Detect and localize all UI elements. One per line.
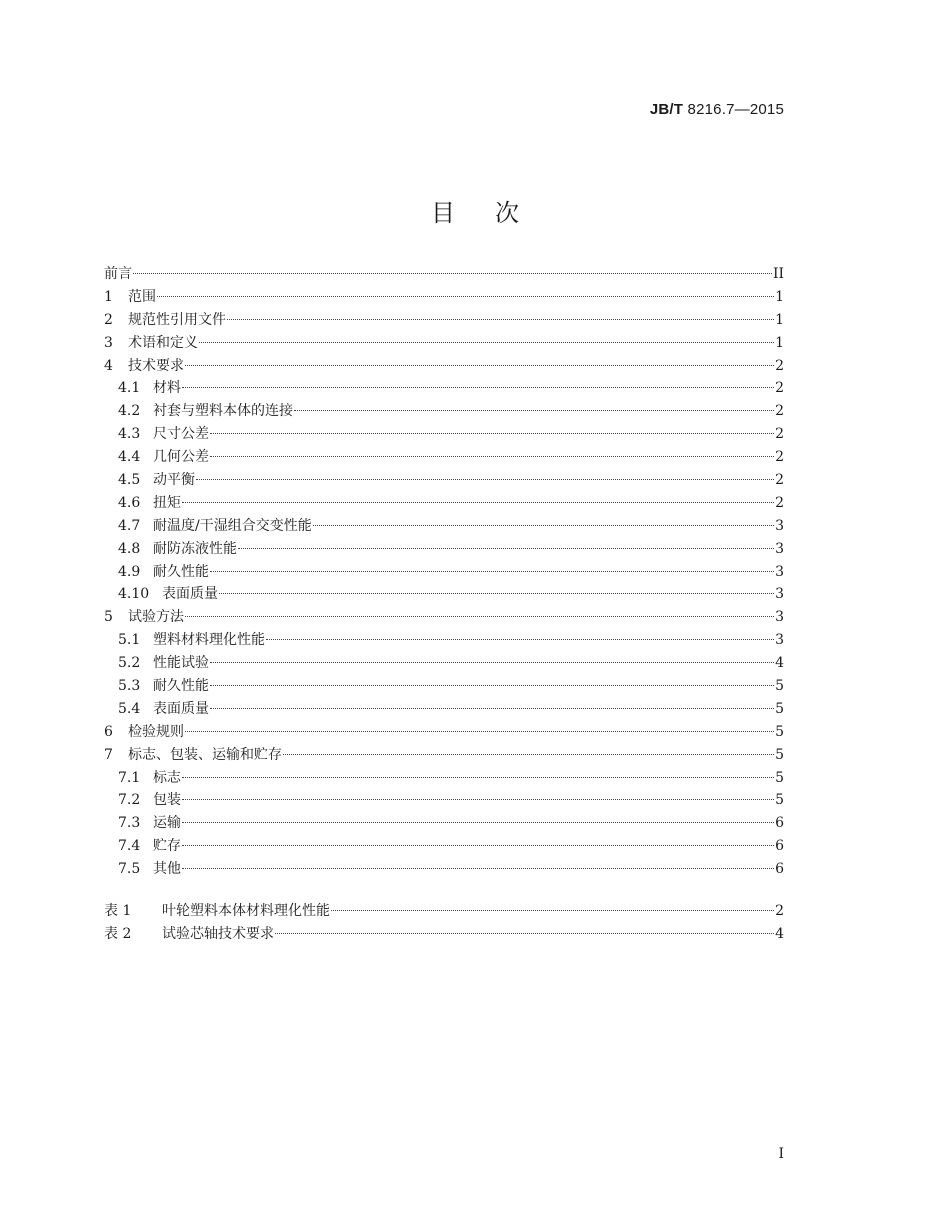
toc-entry[interactable] [104,606,784,629]
toc-entry-label: 表面质量 [162,586,218,603]
toc-entry-page: 1 [775,311,784,328]
toc-entry-foreword[interactable] [104,263,784,286]
toc-subentry[interactable] [104,469,784,492]
toc-entry-page: 5 [775,700,784,717]
leader-dots [196,479,774,480]
toc-subentry[interactable] [104,377,784,400]
leader-dots [238,548,774,549]
toc-entry-number: 5.1 [118,632,141,649]
toc-entry-label: 性能试验 [153,655,209,672]
toc-entry-page: 6 [775,838,784,855]
table-title: 叶轮塑料本体材料理化性能 [162,903,330,919]
table-page: 2 [775,903,784,919]
toc-entry-number: 7.2 [118,792,141,809]
toc-entry-number: 1 [104,288,113,305]
leader-dots [157,296,774,297]
document-code-prefix: JB/T [649,101,684,118]
toc-entry[interactable] [104,355,784,378]
toc-subentry[interactable] [104,812,784,835]
leader-dots [210,685,774,686]
toc-entry-label: 运输 [153,815,181,832]
toc-subentry[interactable] [104,629,784,652]
leader-dots [185,365,774,366]
toc-entry-label: 技术要求 [128,357,184,374]
toc-subentry[interactable] [104,698,784,721]
toc-entry-number: 7.4 [118,838,141,855]
toc-entry-number: 4.6 [118,494,141,511]
toc-entry-number: 7.1 [118,769,141,786]
toc-entry-number: 5.4 [118,700,141,717]
toc-entry-page: 2 [775,357,784,374]
toc-entry-label: 检验规则 [128,723,184,740]
toc-entry-page: 5 [775,746,784,763]
toc-entry-number: 4.7 [118,517,141,534]
toc-entry-page: 5 [775,678,784,695]
toc-subentry[interactable] [104,652,784,675]
toc-entry-page: 2 [775,449,784,466]
toc-entry-label: 试验方法 [128,609,184,626]
leader-dots [133,273,772,274]
toc-entry-number: 4.8 [118,540,141,557]
toc-entry-label: 材料 [153,380,181,397]
toc-entry-label: 几何公差 [153,449,209,466]
toc-entry-page: 3 [775,632,784,649]
table-of-contents [104,263,784,881]
toc-entry-page: 3 [775,517,784,534]
leader-dots [185,731,774,732]
toc-subentry[interactable] [104,423,784,446]
leader-dots [313,525,774,526]
toc-subentry[interactable] [104,492,784,515]
toc-entry-page: 1 [775,334,784,351]
leader-dots [182,387,774,388]
toc-entry[interactable] [104,309,784,332]
toc-subentry[interactable] [104,858,784,881]
toc-entry[interactable] [104,332,784,355]
table-number: 表 2 [104,925,132,942]
toc-entry-label: 衬套与塑料本体的连接 [153,403,293,420]
toc-entry-number: 5.3 [118,678,141,695]
toc-subentry[interactable] [104,400,784,423]
toc-entry-label: 范围 [128,288,156,305]
toc-entry-number: 4.10 [118,586,150,603]
toc-entry-page: 2 [775,403,784,420]
toc-entry-number: 2 [104,311,113,328]
toc-entry-number: 5.2 [118,655,141,672]
toc-entry-number: 7.5 [118,861,141,878]
document-code [650,101,784,118]
toc-subentry[interactable] [104,767,784,790]
table-list-entry[interactable] [104,900,784,923]
toc-subentry[interactable] [104,538,784,561]
toc-entry-label: 前言 [104,266,132,282]
leader-dots [199,342,774,343]
toc-entry-number: 3 [104,334,113,351]
leader-dots [210,708,774,709]
toc-entry-number: 5 [104,609,113,626]
toc-entry-page: 1 [775,288,784,305]
toc-entry-label: 耐久性能 [153,563,209,580]
toc-entry-page: 2 [775,426,784,443]
toc-subentry[interactable] [104,789,784,812]
leader-dots [182,502,774,503]
leader-dots [185,616,774,617]
toc-entry-label: 标志 [153,769,181,786]
toc-entry-number: 4.3 [118,426,141,443]
leader-dots [182,799,774,800]
toc-entry-number: 4.1 [118,380,141,397]
toc-subentry[interactable] [104,446,784,469]
table-number: 表 1 [104,903,132,919]
page-number: I [778,1146,784,1162]
leader-dots [210,571,774,572]
toc-entry-label: 表面质量 [153,700,209,717]
toc-entry-page: 5 [775,769,784,786]
table-title: 试验芯轴技术要求 [162,925,274,942]
toc-entry-page: 6 [775,861,784,878]
toc-entry-label: 塑料材料理化性能 [153,632,265,649]
toc-entry-label: 扭矩 [153,494,181,511]
table-page: 4 [775,925,784,942]
toc-entry-number: 4.2 [118,403,141,420]
toc-entry-page: 3 [775,586,784,603]
toc-entry-page: 3 [775,540,784,557]
toc-entry-label: 动平衡 [153,472,195,489]
page-title: 目次 [431,199,559,227]
toc-entry-number: 7 [104,746,113,763]
leader-dots [331,910,774,911]
toc-subentry[interactable] [104,835,784,858]
toc-entry-page: 2 [775,494,784,511]
leader-dots [227,319,774,320]
leader-dots [182,822,774,823]
toc-entry-label: 尺寸公差 [153,426,209,443]
toc-entry-label: 规范性引用文件 [128,311,226,328]
toc-entry-number: 6 [104,723,113,740]
toc-entry-page: 2 [775,472,784,489]
toc-entry[interactable] [104,721,784,744]
list-of-tables [104,900,784,946]
toc-entry-label: 耐防冻液性能 [153,540,237,557]
leader-dots [266,639,774,640]
toc-entry-label: 耐温度/干湿组合交变性能 [153,517,312,534]
toc-entry-page: 5 [775,792,784,809]
toc-entry-label: 耐久性能 [153,678,209,695]
toc-entry-page: 5 [775,723,784,740]
leader-dots [210,662,774,663]
toc-entry-page: 6 [775,815,784,832]
toc-subentry[interactable] [104,675,784,698]
leader-dots [210,456,774,457]
toc-subentry[interactable] [104,583,784,606]
leader-dots [294,410,774,411]
toc-entry-number: 4.4 [118,449,141,466]
toc-entry-number: 4.5 [118,472,141,489]
leader-dots [219,593,774,594]
toc-subentry[interactable] [104,561,784,584]
toc-entry-number: 4 [104,357,113,374]
toc-entry-number: 4.9 [118,563,141,580]
leader-dots [275,933,774,934]
toc-entry-page: 2 [775,380,784,397]
leader-dots [182,845,774,846]
toc-entry-page: 4 [775,655,784,672]
toc-entry-page: 3 [775,563,784,580]
toc-entry-label: 其他 [153,861,181,878]
toc-entry[interactable] [104,286,784,309]
toc-entry-number: 7.3 [118,815,141,832]
leader-dots [182,777,774,778]
toc-entry-page: II [772,266,784,282]
document-code-number: 8216.7—2015 [683,101,784,118]
toc-entry-label: 包装 [153,792,181,809]
leader-dots [210,433,774,434]
toc-entry-label: 标志、包装、运输和贮存 [128,746,282,763]
toc-entry-label: 贮存 [153,838,181,855]
table-list-entry[interactable] [104,923,784,946]
toc-entry-page: 3 [775,609,784,626]
toc-entry-label: 术语和定义 [128,334,198,351]
toc-subentry[interactable] [104,515,784,538]
leader-dots [283,754,774,755]
toc-entry[interactable] [104,744,784,767]
leader-dots [182,868,774,869]
